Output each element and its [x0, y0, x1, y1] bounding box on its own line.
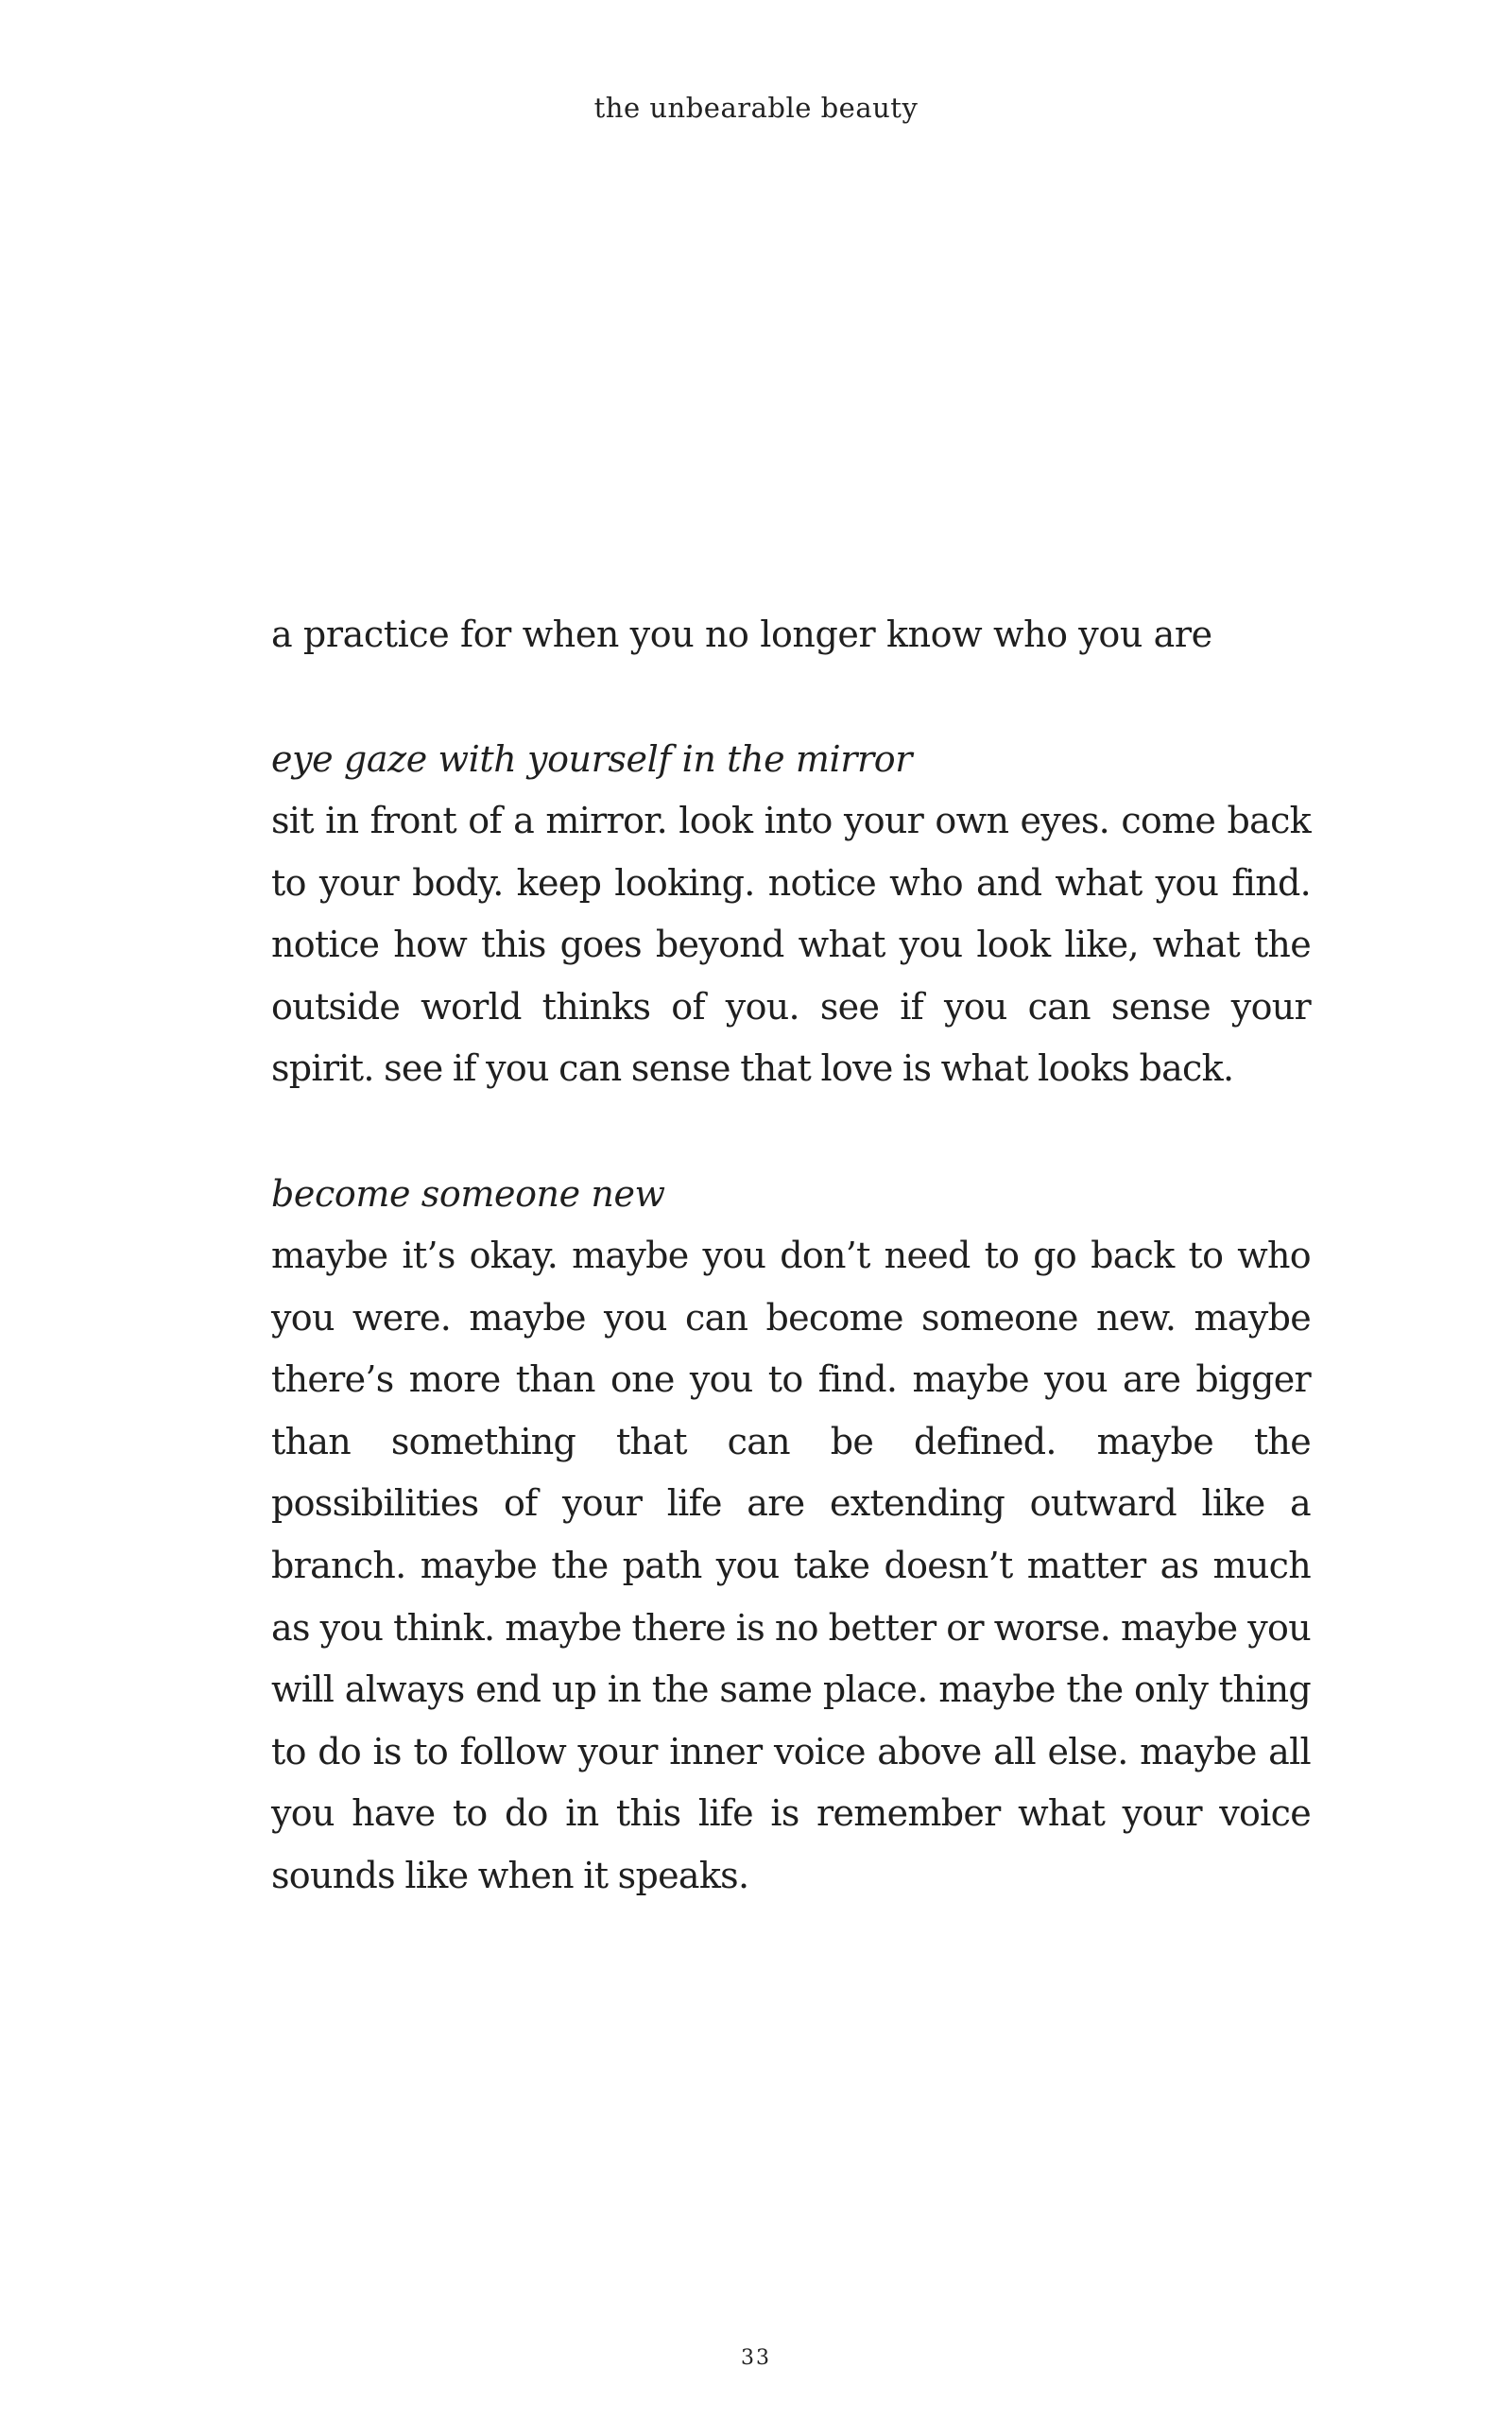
section-mirror — [271, 728, 1311, 1100]
intro-line: a practice for when you no longer know who you are — [271, 614, 1212, 655]
section-title: eye gaze with yourself in the mirror — [271, 738, 913, 780]
section-body: sit in front of a mirror. look into your own eyes. come back to your body. keep looking. notice who and what you find. notice how this goes beyond what you look like, what the outside world thinks of you. see if you can sense your spirit. see if you can sense that love is what looks back. — [271, 800, 1311, 1090]
section-body: maybe it’s okay. maybe you don’t need to go back to who you were. maybe you can become someone new. maybe there’s more than one you to find. maybe you are bigger than something that can be defined. maybe the possibilities of your life are extending outward like a branch. maybe the path you take doesn’t matter as much as you think. maybe there is no better or worse. maybe you will always end up in the same place. maybe the only thing to do is to follow your inner voice above all else. maybe all you have to do in this life is remember what your voice sounds like when it speaks. — [271, 1234, 1311, 1896]
running-head: the unbearable beauty — [593, 92, 919, 124]
section-someone-new — [271, 1163, 1311, 1908]
page-content — [271, 603, 1311, 1908]
section-title: become someone new — [271, 1172, 665, 1215]
page-number: 33 — [741, 2346, 771, 2370]
